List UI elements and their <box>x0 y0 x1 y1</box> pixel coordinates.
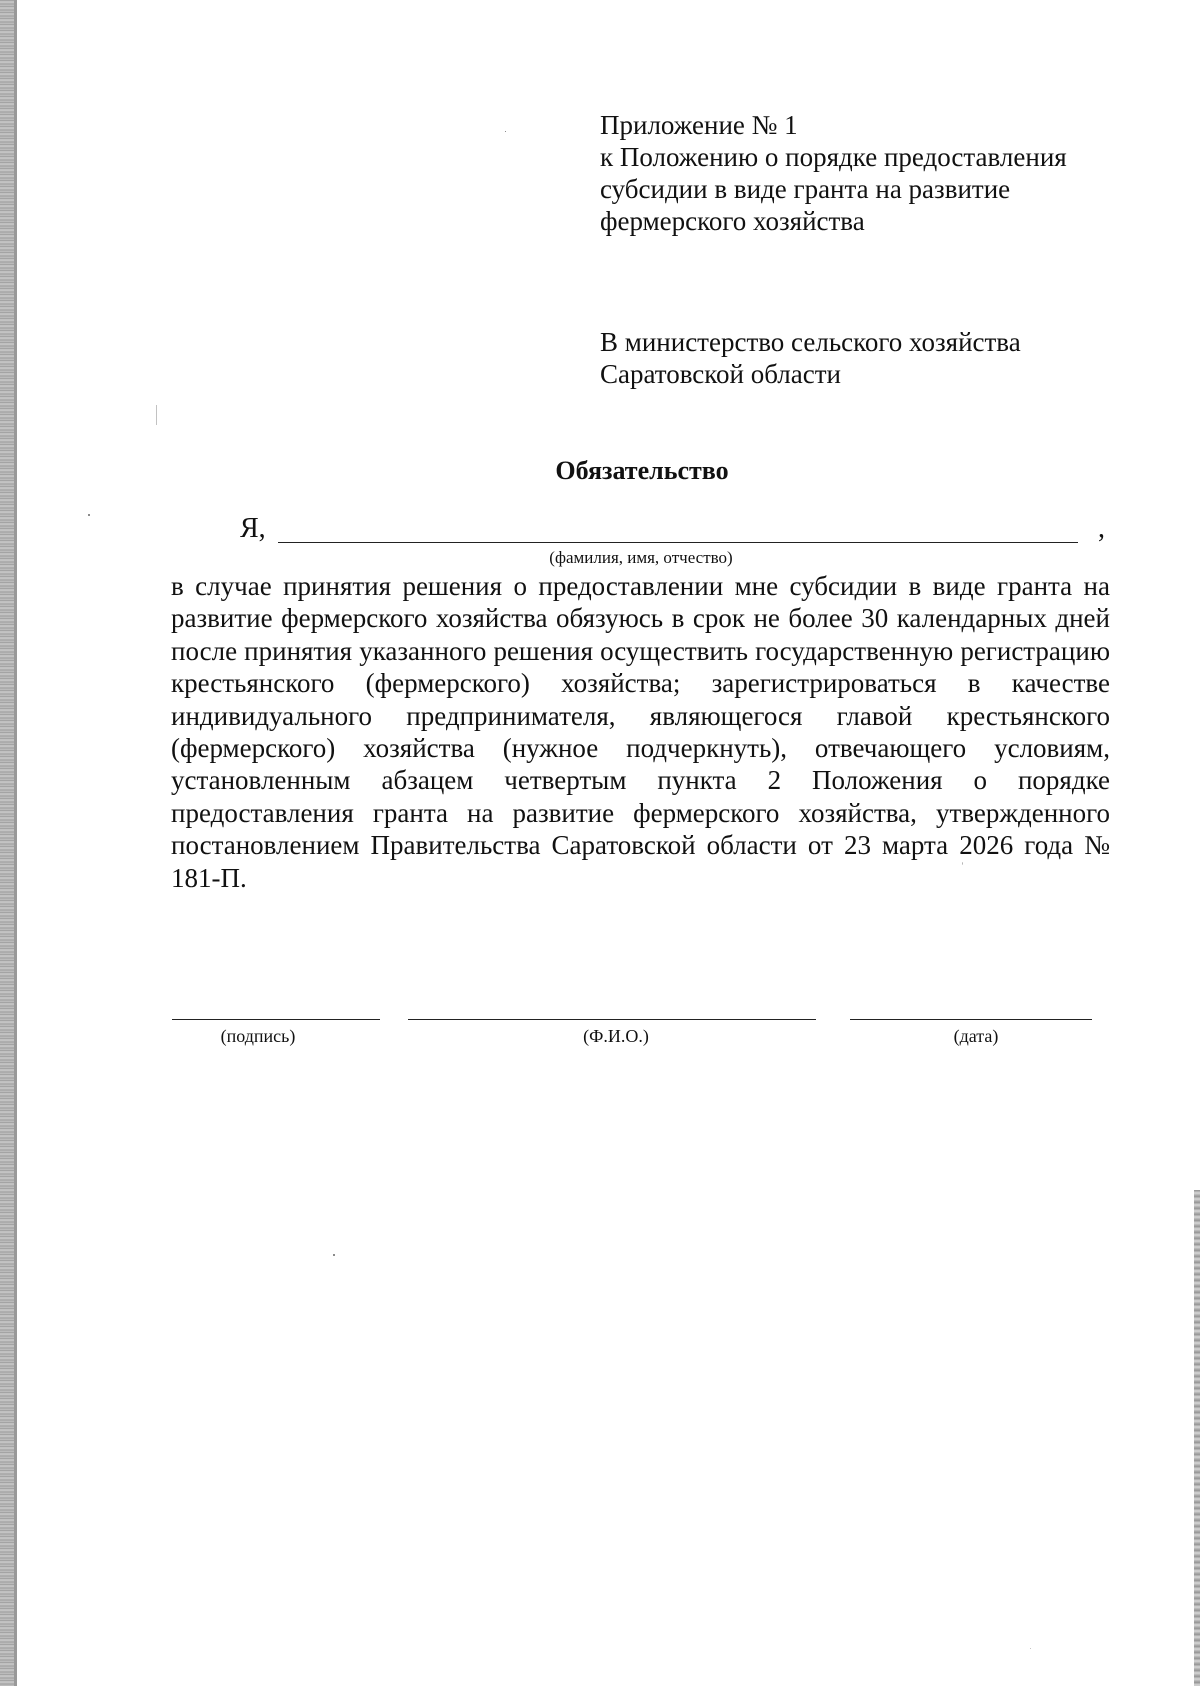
appendix-reference-line: субсидии в виде гранта на развитие <box>600 174 1011 204</box>
scan-speck <box>333 1254 335 1256</box>
appendix-number: Приложение № 1 <box>600 110 798 140</box>
scan-speck <box>505 131 506 132</box>
signature-caption: (подпись) <box>220 1026 296 1046</box>
name-field-prefix: Я, <box>240 513 266 544</box>
scan-speck <box>88 514 90 516</box>
document-title: Обязательство <box>555 456 729 485</box>
scan-speck <box>962 862 963 865</box>
scan-edge-shadow <box>14 0 17 1686</box>
signature-line[interactable] <box>172 1019 380 1020</box>
fio-line[interactable] <box>408 1019 816 1020</box>
scan-edge-right <box>1194 1190 1200 1686</box>
appendix-reference-line: к Положению о порядке предоставления <box>600 142 1067 172</box>
scan-edge-left <box>0 0 14 1686</box>
name-field-hint: (фамилия, имя, отчество) <box>549 548 733 567</box>
appendix-header <box>600 109 1120 237</box>
scan-speck <box>156 405 157 425</box>
date-caption: (дата) <box>953 1026 999 1046</box>
fio-caption: (Ф.И.О.) <box>583 1026 649 1046</box>
scan-speck <box>1030 1648 1031 1649</box>
name-field-suffix: , <box>1098 513 1105 544</box>
addressee-block <box>600 326 1120 390</box>
addressee-line: В министерство сельского хозяйства <box>600 327 1021 357</box>
name-field-row <box>240 512 1110 546</box>
name-field-line[interactable] <box>278 542 1078 543</box>
appendix-reference-line: фермерского хозяйства <box>600 206 865 236</box>
addressee-line: Саратовской области <box>600 359 841 389</box>
obligation-body-text: в случае принятия решения о предоставлении мне субсидии в виде гранта на развитие фермерского хозяйства обязуюсь в срок не более 30 календарных дней после принятия указанного решения осуществить государственную регистрацию крестьянского (фермерского) хозяйства; зарегистрироваться в качестве индивидуального предпринимателя, являющегося главой крестьянского (фермерского) хозяйства (нужное подчеркнуть), отвечающего условиям, установленным абзацем четвертым пункта 2 Положения о порядке предоставления гранта на развитие фермерского хозяйства, утвержденного постановлением Правительства Саратовской области от 23 марта 2026 года № 181-П. <box>171 571 1110 893</box>
date-line[interactable] <box>850 1019 1092 1020</box>
